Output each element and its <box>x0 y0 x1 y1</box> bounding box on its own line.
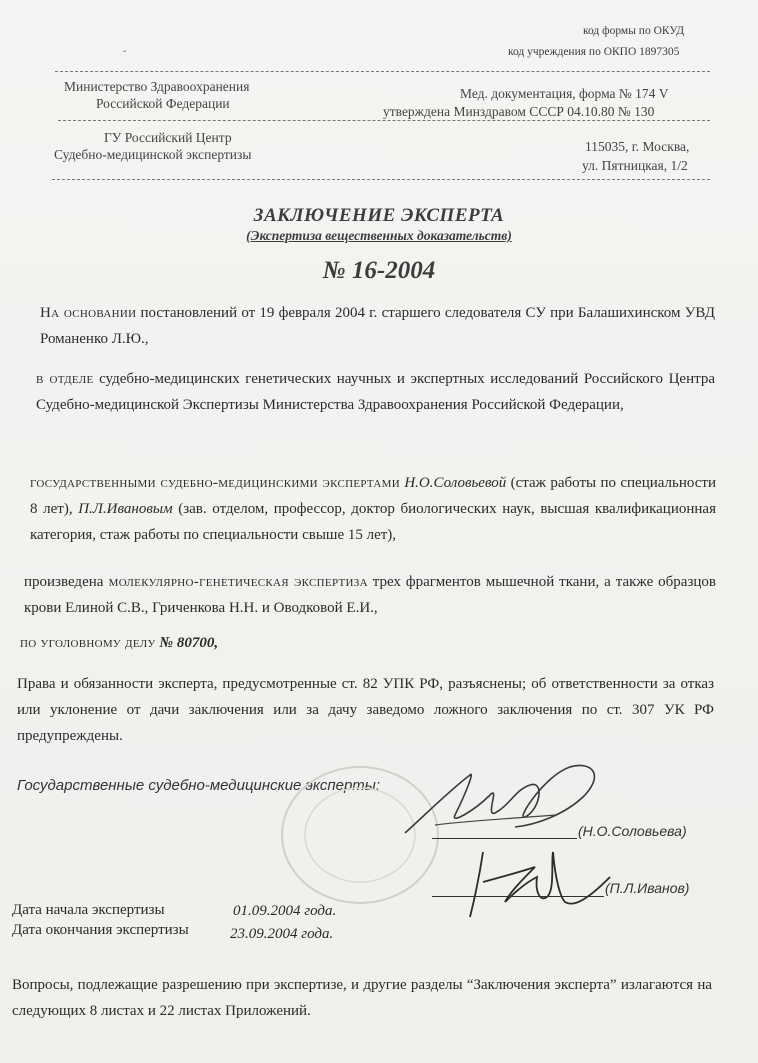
expert-name-2: П.Л.Ивановым <box>78 501 173 517</box>
paragraph-basis <box>40 300 715 352</box>
paragraph-lead: по уголовному делу <box>20 635 156 651</box>
okpo-code: код учреждения по ОКПО 1897305 <box>508 46 680 58</box>
paragraph-case <box>20 630 710 656</box>
expert-name-1: Н.О.Соловьевой <box>404 475 507 491</box>
paragraph-text: постановлений от 19 февраля 2004 г. старшего следователя СУ при Балашихинском УВД Романенко Л.Ю., <box>40 305 715 347</box>
end-date-label: Дата окончания экспертизы <box>12 922 189 938</box>
signature-2-icon <box>465 842 625 927</box>
center-line1: ГУ Российский Центр <box>104 130 232 145</box>
center-line2: Судебно-медицинской экспертизы <box>54 147 252 162</box>
paragraph-lead: произведена <box>24 574 104 590</box>
paragraph-closing: Вопросы, подлежащие разрешению при экспертизе, и другие разделы “Заключения эксперта” излагаются на следующих 8 листах и 22 листах Приложений. <box>12 977 712 1019</box>
mark: ˇ <box>123 50 127 61</box>
signer-1-name: (Н.О.Соловьева) <box>578 823 687 839</box>
doc-number: № 16-2004 <box>322 257 436 284</box>
paragraph-text: трех фрагментов мышечной ткани, а также образцов крови Елиной С.В., Гриченкова Н.Н. и Оводковой Е.И., <box>24 574 716 616</box>
doc-subtitle: (Экспертиза вещественных доказательств) <box>246 228 512 243</box>
paragraph-rights: Права и обязанности эксперта, предусмотренные ст. 82 УПК РФ, разъяснены; об ответственности за отказ или уклонение от дачи заключения или за дачу заведомо ложного заключения по ст. 307 УК РФ предупреждены. <box>17 676 714 744</box>
divider <box>52 179 710 180</box>
end-date-value: 23.09.2004 года. <box>230 926 334 942</box>
start-date-label: Дата начала экспертизы <box>12 902 165 918</box>
paragraph-text: судебно-медицинских генетических научных и экспертных исследований Российского Центра Судебно-медицинской Экспертизы Министерства Здравоохранения Российской Федерации, <box>36 371 715 413</box>
ministry-line1: Министерство Здравоохранения <box>64 79 250 94</box>
okud-code: код формы по ОКУД <box>583 25 685 37</box>
paragraph-text: (стаж работы по специальности 8 лет), <box>30 475 717 517</box>
med-doc-line1: Мед. документация, форма № 174 V <box>460 86 669 101</box>
med-doc-line2: утверждена Минздравом СССР 04.10.80 № 130 <box>383 104 655 119</box>
paragraph-lead: государственными судебно-медицинскими экспертами <box>30 475 400 491</box>
divider <box>55 71 710 72</box>
paragraph-examination <box>24 569 716 621</box>
signer-2-name: (П.Л.Иванов) <box>605 880 690 896</box>
experts-heading: Государственные судебно-медицинские эксперты: <box>17 777 380 794</box>
paragraph-text: (зав. отделом, профессор, доктор биологических наук, высшая квалификационная категория, стаж работы по специальности свыше 15 лет), <box>30 501 716 543</box>
signature-line-2 <box>432 896 604 897</box>
case-number: № 80700, <box>159 635 219 651</box>
paragraph-experts <box>30 470 716 548</box>
examination-kind: молекулярно-генетическая экспертиза <box>103 574 368 590</box>
paragraph-department <box>36 366 715 418</box>
doc-title: ЗАКЛЮЧЕНИЕ ЭКСПЕРТА <box>253 205 505 226</box>
ministry-line2: Российской Федерации <box>96 96 230 111</box>
signature-line-1 <box>432 838 577 839</box>
start-date-value: 01.09.2004 года. <box>233 903 337 919</box>
paragraph-lead: в отделе <box>36 371 94 387</box>
address-line2: ул. Пятницкая, 1/2 <box>582 158 688 173</box>
divider <box>58 120 710 121</box>
address-line1: 115035, г. Москва, <box>585 139 690 154</box>
paragraph-lead: На основании <box>40 305 137 321</box>
